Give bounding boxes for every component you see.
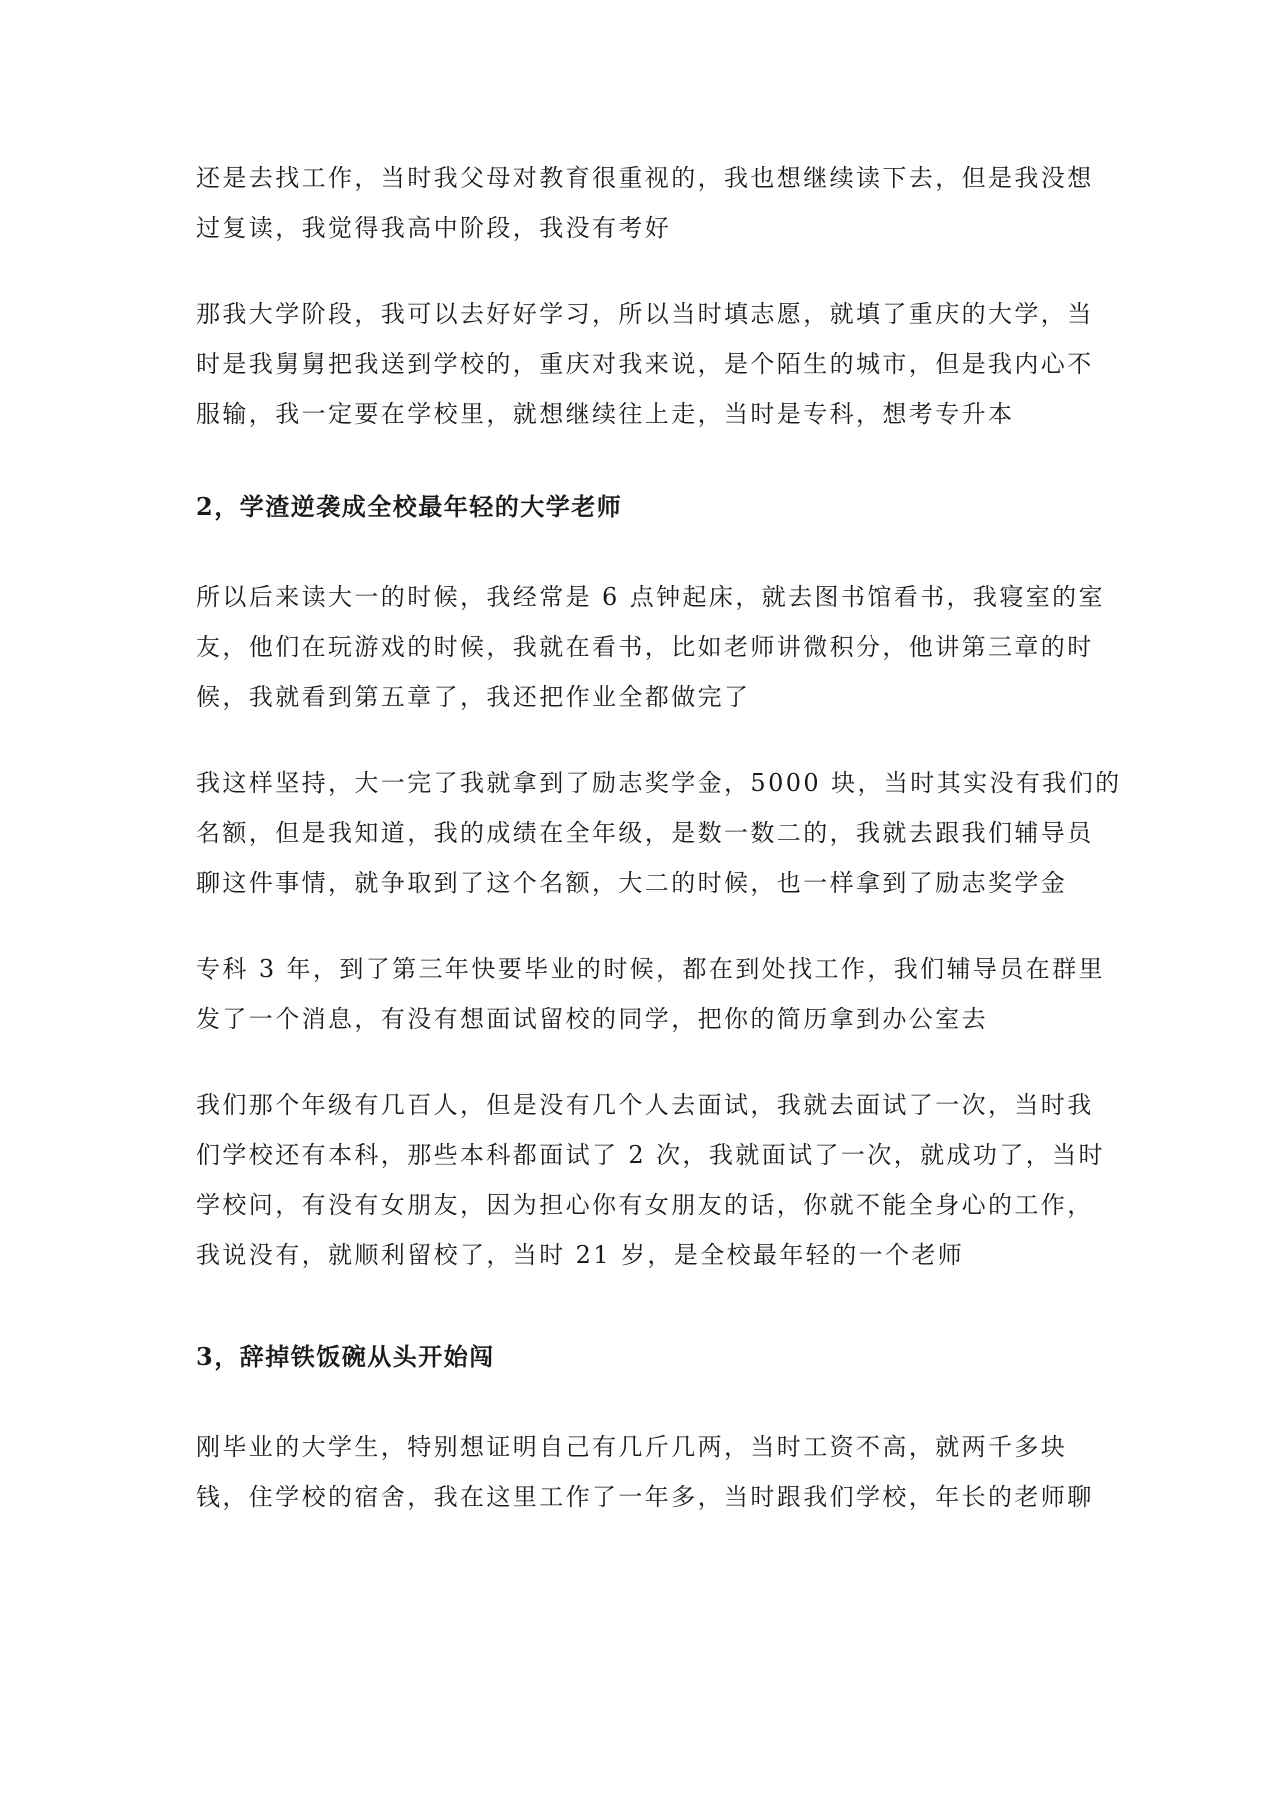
text-line: 时是我舅舅把我送到学校的，重庆对我来说，是个陌生的城市，但是我内心不 [196,350,1094,378]
text-line: 刚毕业的大学生，特别想证明自己有几斤几两，当时工资不高，就两千多块 [196,1433,1068,1461]
article-body [196,153,1122,1558]
text-line: 我说没有，就顺利留校了，当时 21 岁，是全校最年轻的一个老师 [196,1241,965,1269]
text-line: 友，他们在玩游戏的时候，我就在看书，比如老师讲微积分，他讲第三章的时 [196,633,1094,661]
text-line: 我们那个年级有几百人，但是没有几个人去面试，我就去面试了一次，当时我 [196,1091,1094,1119]
text-line: 们学校还有本科，那些本科都面试了 2 次，我就面试了一次，就成功了，当时 [196,1141,1105,1169]
text-line: 钱，住学校的宿舍，我在这里工作了一年多，当时跟我们学校，年长的老师聊 [196,1483,1094,1511]
text-line: 服输，我一定要在学校里，就想继续往上走，当时是专科，想考专升本 [196,400,1015,428]
text-line: 我这样坚持，大一完了我就拿到了励志奖学金，5000 块，当时其实没有我们的 [196,769,1122,797]
paragraph [196,758,1122,908]
text-line: 所以后来读大一的时候，我经常是 6 点钟起床，就去图书馆看书，我寝室的室 [196,583,1105,611]
paragraph [196,289,1094,439]
text-line: 候，我就看到第五章了，我还把作业全都做完了 [196,683,751,711]
paragraph [196,1422,1094,1522]
paragraph [196,1080,1105,1280]
paragraph [196,153,1094,253]
text-line: 还是去找工作，当时我父母对教育很重视的，我也想继续读下去，但是我没想 [196,164,1094,192]
paragraph [196,944,1105,1044]
text-line: 名额，但是我知道，我的成绩在全年级，是数一数二的，我就去跟我们辅导员 [196,819,1094,847]
section-heading: 2，学渣逆袭成全校最年轻的大学老师 [196,492,623,521]
text-line: 发了一个消息，有没有想面试留校的同学，把你的简历拿到办公室去 [196,1005,988,1033]
section-heading: 3，辞掉铁饭碗从头开始闯 [196,1342,495,1371]
paragraph [196,572,1105,722]
text-line: 聊这件事情，就争取到了这个名额，大二的时候，也一样拿到了励志奖学金 [196,869,1068,897]
text-line: 学校问，有没有女朋友，因为担心你有女朋友的话，你就不能全身心的工作， [196,1191,1094,1219]
text-line: 专科 3 年，到了第三年快要毕业的时候，都在到处找工作，我们辅导员在群里 [196,955,1105,983]
text-line: 那我大学阶段，我可以去好好学习，所以当时填志愿，就填了重庆的大学，当 [196,300,1094,328]
text-line: 过复读，我觉得我高中阶段，我没有考好 [196,214,672,242]
